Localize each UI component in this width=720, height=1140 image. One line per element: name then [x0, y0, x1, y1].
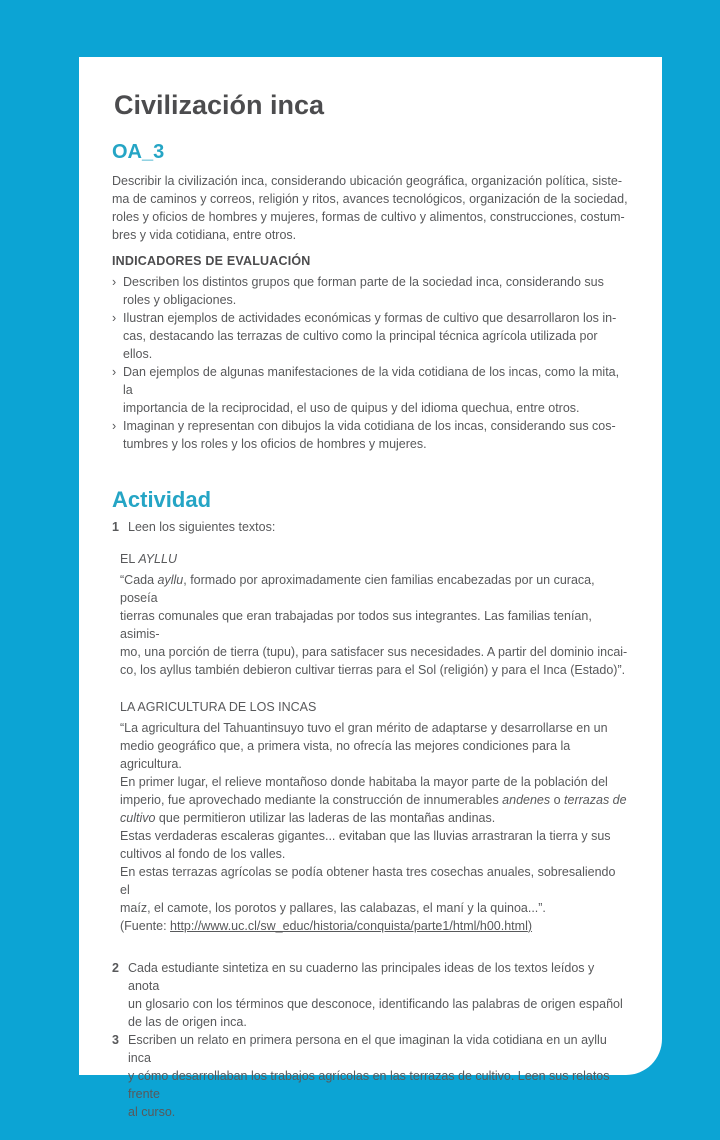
text-segment: Describen los distintos grupos que forman parte de la sociedad inca, considerando sus: [123, 275, 604, 289]
text-line: [123, 363, 628, 399]
activity-step-2: [112, 959, 628, 1031]
text-line: [112, 190, 628, 208]
text-segment: (Fuente:: [120, 919, 171, 933]
step-text: [128, 1031, 628, 1121]
text-line: [112, 226, 628, 244]
indicators-list: [112, 273, 628, 453]
reading-body: [120, 571, 628, 679]
text-segment: En estas terrazas agrícolas se podía obtener hasta tres cosechas anuales, sobresaliendo el: [120, 865, 616, 897]
reading-title: [120, 698, 628, 716]
indicator-text: [123, 273, 628, 309]
indicator-text: [123, 417, 628, 453]
text-segment: tierras comunales que eran trabajadas por todos sus integrantes. Las familias tenían, asimis-: [120, 609, 592, 641]
indicator-text: [123, 363, 628, 417]
step-text: [128, 518, 628, 536]
bullet-marker: ›: [112, 365, 117, 379]
text-segment: Ilustran ejemplos de actividades económicas y formas de cultivo que desarrollaron los in-: [123, 311, 617, 325]
text-segment: Estas verdaderas escaleras gigantes... evitaban que las lluvias arrastraran la tierra y sus: [120, 829, 611, 843]
text-line: [120, 809, 628, 827]
indicator-item: [112, 363, 628, 417]
text-segment: importancia de la reciprocidad, el uso de quipus y del idioma quechua, entre otros.: [123, 401, 580, 415]
bullet-marker: ›: [112, 311, 117, 325]
text-segment: , formado por aproximadamente cien familias encabezadas por un curaca, poseía: [120, 573, 595, 605]
text-segment: Imaginan y representan con dibujos la vida cotidiana de los incas, considerando sus cos-: [123, 419, 616, 433]
indicator-item: [112, 417, 628, 453]
text-line: [123, 417, 628, 435]
text-line: [120, 845, 628, 863]
text-line: [123, 399, 628, 417]
italic-text: cultivo: [120, 811, 156, 825]
text-line: [120, 863, 628, 899]
text-segment: al curso.: [128, 1105, 176, 1119]
reading-body: [120, 719, 628, 935]
indicators-heading: INDICADORES DE EVALUACIÓN: [112, 254, 311, 268]
step-number: 1: [112, 520, 119, 534]
text-segment: un glosario con los términos que desconoce, identificando las palabras de origen español: [128, 997, 623, 1011]
text-line: [112, 172, 628, 190]
text-line: [120, 791, 628, 809]
activity-step-1: [112, 518, 628, 536]
text-segment: y cómo desarrollaban los trabajos agrícolas en las terrazas de cultivo. Leen sus relatos frente: [128, 1069, 610, 1101]
oa-section: [112, 141, 628, 453]
text-segment: Leen los siguientes textos:: [128, 520, 276, 534]
text-segment: Cada estudiante sintetiza en su cuaderno las principales ideas de los textos leídos y anota: [128, 961, 595, 993]
text-line: [120, 827, 628, 845]
text-line: [128, 1031, 628, 1067]
text-segment: En primer lugar, el relieve montañoso donde habitaba la mayor parte de la población del: [120, 775, 608, 789]
text-line: [123, 435, 628, 453]
text-line: [128, 1067, 628, 1103]
text-segment: bres y vida cotidiana, entre otros.: [112, 228, 297, 242]
activity-step-3: [112, 1031, 628, 1121]
text-line: [120, 773, 628, 791]
text-segment: Escriben un relato en primera persona en el que imaginan la vida cotidiana en un ayllu inca: [128, 1033, 607, 1065]
text-line: [120, 643, 628, 661]
oa-heading: OA_3: [112, 141, 165, 163]
text-segment: medio geográfico que, a primera vista, no ofrecía las mejores condiciones para la agricultura.: [120, 739, 571, 771]
text-segment: imperio, fue aprovechado mediante la construcción de innumerables: [120, 793, 503, 807]
text-line: [123, 273, 628, 291]
bullet-marker: ›: [112, 419, 117, 433]
activity-section: [112, 487, 628, 1121]
text-line: [120, 550, 628, 568]
text-segment: maíz, el camote, los porotos y pallares, las calabazas, el maní y la quinoa...”.: [120, 901, 546, 915]
text-segment: Dan ejemplos de algunas manifestaciones de la vida cotidiana de los incas, como la mita, la: [123, 365, 620, 397]
italic-text: terrazas de: [564, 793, 627, 807]
italic-text: ayllu: [157, 573, 184, 587]
text-segment: “Cada: [120, 573, 158, 587]
text-segment: Describir la civilización inca, considerando ubicación geográfica, organización política, siste-: [112, 174, 622, 188]
document-card: [79, 57, 662, 1119]
text-line: [120, 917, 628, 935]
indicator-item: [112, 273, 628, 309]
text-line: [128, 1103, 628, 1121]
text-line: [120, 737, 628, 773]
bullet-marker: ›: [112, 275, 117, 289]
text-line: [120, 661, 628, 679]
activity-heading: Actividad: [112, 487, 212, 512]
text-line: [123, 291, 628, 309]
text-line: [120, 607, 628, 643]
reading-agricultura-incas: [120, 698, 628, 935]
indicator-text: [123, 309, 628, 363]
text-line: [128, 995, 628, 1013]
step-text: [128, 959, 628, 1031]
reading-el-ayllu: [120, 550, 628, 679]
oa-description: [112, 172, 628, 244]
text-segment: “La agricultura del Tahuantinsuyo tuvo el gran mérito de adaptarse y desarrollarse en un: [120, 721, 608, 735]
text-line: [123, 327, 628, 363]
step-number: 2: [112, 961, 119, 975]
text-segment: ): [527, 919, 533, 933]
italic-text: AYLLU: [138, 552, 177, 566]
text-line: [112, 208, 628, 226]
text-segment: ma de caminos y correos, religión y ritos, avances tecnológicos, organización de la sociedad,: [112, 192, 628, 206]
italic-text: andenes: [502, 793, 551, 807]
indicator-item: [112, 309, 628, 363]
text-segment: que permitieron utilizar las laderas de las montañas andinas.: [155, 811, 496, 825]
text-line: [120, 719, 628, 737]
text-line: [120, 571, 628, 607]
text-segment: mo, una porción de tierra (tupu), para satisfacer sus necesidades. A partir del dominio incai-: [120, 645, 628, 659]
page-title: Civilización inca: [114, 90, 325, 120]
text-line: [120, 698, 628, 716]
text-line: [128, 959, 628, 995]
text-segment: tumbres y los roles y los oficios de hombres y mujeres.: [123, 437, 427, 451]
text-segment: de las de origen inca.: [128, 1015, 247, 1029]
reading-title: [120, 550, 628, 568]
step-number: 3: [112, 1033, 119, 1047]
text-segment: LA AGRICULTURA DE LOS INCAS: [120, 700, 317, 714]
text-line: [123, 309, 628, 327]
text-segment: cultivos al fondo de los valles.: [120, 847, 286, 861]
text-segment: co, los ayllus también debieron cultivar tierras para el Sol (religión) y para el Inca (Estado)”.: [120, 663, 626, 677]
source-link[interactable]: http://www.uc.cl/sw_educ/historia/conquista/parte1/html/h00.html: [170, 919, 528, 933]
text-segment: EL: [120, 552, 139, 566]
text-line: [128, 1013, 628, 1031]
text-segment: o: [550, 793, 565, 807]
text-segment: cas, destacando las terrazas de cultivo como la principal técnica agrícola utilizada por ellos.: [123, 329, 598, 361]
text-segment: roles y obligaciones.: [123, 293, 237, 307]
text-line: [128, 518, 628, 536]
text-line: [120, 899, 628, 917]
text-segment: roles y oficios de hombres y mujeres, formas de cultivo y alimentos, construcciones, costum-: [112, 210, 625, 224]
